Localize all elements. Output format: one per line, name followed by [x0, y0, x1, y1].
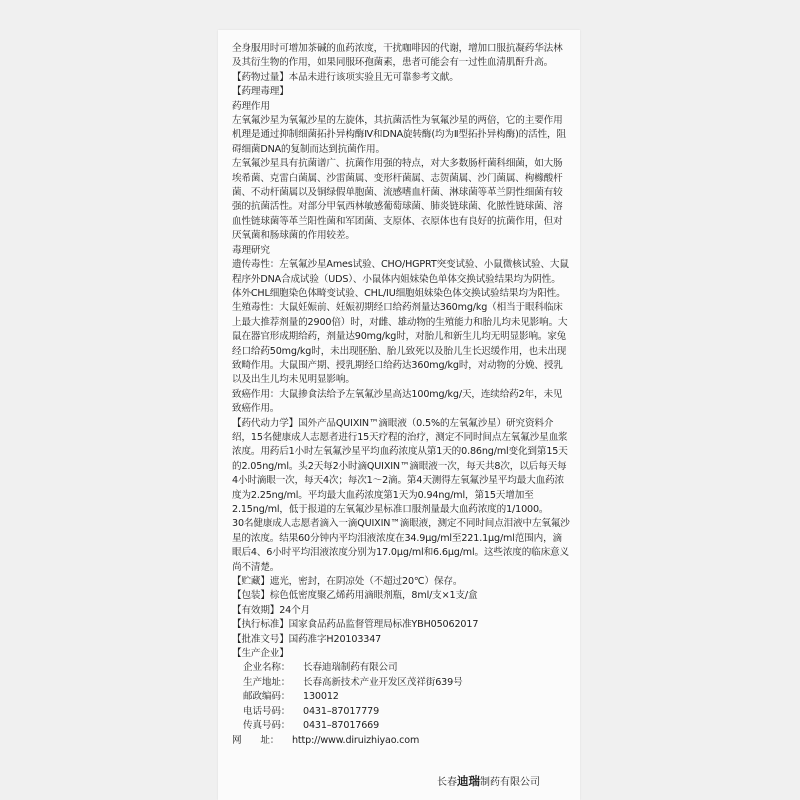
pharmacology-paragraph-2: 左氧氟沙星具有抗菌谱广、抗菌作用强的特点，对大多数肠杆菌科细菌，如大肠埃希菌、克雷白菌属、沙雷菌属、变形杆菌属、志贺菌属、沙门菌属、枸橼酸杆菌、不动杆菌属以及铜绿假单胞菌、流感嗜血杆菌、淋球菌等革兰阴性细菌有较强的抗菌活性。对部分甲氧西林敏感葡萄球菌、肺炎链球菌、化脓性链球菌、溶血性链球菌等革兰阳性菌和军团菌、支原体、衣原体也有良好的抗菌作用，但对厌氧菌和肠球菌的作用较差。 — [232, 158, 563, 242]
enterprise-name-row: 企业名称： 长春迪瑞制药有限公司 — [243, 662, 398, 674]
website-link[interactable]: http://www.diruizhiyao.com — [292, 734, 420, 746]
postcode-row: 邮政编码： 130012 — [243, 691, 339, 703]
leaflet-text — [232, 42, 570, 748]
toxicology-title: 毒理研究 — [232, 244, 270, 256]
reproductive-toxicity-paragraph: 生殖毒性：大鼠妊娠前、妊娠初期经口给药剂量达360mg/kg（相当于眼科临床上最大推荐剂量的2900倍）时，对雌、雄动物的生殖能力和胎儿均未见影响。大鼠在器官形成期给药，剂量达90mg/kg时，对胎儿和新生儿均无明显影响。家兔经口给药50mg/kg时，未出现胚胎、胎儿致死以及胎儿生长迟缓作用，也未出现致畸作用。大鼠围产期、授乳期经口给药达360mg/kg时，对动物的分娩、授乳以及出生儿均未见明显影响。 — [232, 302, 568, 386]
carcinogenicity-paragraph: 致癌作用：大鼠掺食法给予左氧氟沙星高达100mg/kg/天，连续给药2年，未见致癌作用。 — [232, 388, 563, 415]
website-row: 网 址： http://www.diruizhiyao.com — [232, 734, 420, 746]
interaction-text: 全身服用时可增加茶碱的血药浓度，干扰咖啡因的代谢，增加口服抗凝药华法林及其衍生物的作用，如果同服环孢菌素，患者可能会有一过性血清肌酐升高。 — [232, 43, 563, 69]
company-footer: 长春迪瑞制药有限公司 — [437, 774, 540, 788]
approval-section: 【批准文号】国药准字H20103347 — [232, 633, 382, 645]
pharmacokinetics-paragraph-1: 【药代动力学】国外产品QUIXIN™滴眼液（0.5%的左氧氟沙星）研究资料介绍，15名健康成人志愿者进行15天疗程的治疗，测定不同时间点左氧氟沙星血浆浓度。用药后1小时左氧氟沙星平均血药浓度从第1天的0.86ng/ml变化到第15天的2.05ng/ml。头2天每2小时滴QUIXIN™滴眼液一次，每天共8次，以后每天每4小时滴眼一次，每天4次；每次1～2滴。第4天测得左氧氟沙星平均最大血药浓度为2.25ng/ml。平均最大血药浓度第1天为0.94ng/ml，第15天增加至2.15ng/ml，低于报道的左氧氟沙星标准口服剂量最大血药浓度的1/1000。 — [232, 417, 568, 515]
manufacturer-header: 【生产企业】 — [232, 648, 289, 660]
pharmacology-title: 药理作用 — [232, 100, 270, 112]
leaflet-page — [218, 30, 580, 800]
brand-name: 迪瑞 — [457, 774, 480, 788]
address-row: 生产地址： 长春高新技术产业开发区茂祥街639号 — [243, 676, 463, 688]
overdose-section: 【药物过量】本品未进行该项实验且无可靠参考文献。 — [232, 71, 459, 83]
standard-section: 【执行标准】国家食品药品监督管理局标准YBH05062017 — [232, 619, 479, 631]
fax-row: 传真号码： 0431–87017669 — [243, 720, 380, 732]
genotoxicity-paragraph: 遗传毒性：左氧氟沙星Ames试验、CHO/HGPRT突变试验、小鼠微核试验、大鼠程序外DNA合成试验（UDS）、小鼠体内姐妹染色单体交换试验结果均为阴性。体外CHL细胞染色体畸变试验、CHL/IU细胞姐妹染色体交换试验结果均为阳性。 — [232, 259, 569, 299]
phone-row: 电话号码： 0431–87017779 — [243, 705, 380, 717]
manufacturer-info — [232, 661, 570, 747]
validity-section: 【有效期】24个月 — [232, 604, 311, 616]
pharmacokinetics-paragraph-2: 30名健康成人志愿者滴入一滴QUIXIN™滴眼液，测定不同时间点泪液中左氧氟沙星的浓度。结果60分钟内平均泪液浓度在34.9μg/ml至221.1μg/ml范围内，滴眼后4、6小时平均泪液浓度分别为17.0μg/ml和6.6μg/ml。这些浓度的临床意义尚不清楚。 — [232, 518, 570, 573]
pharmacology-paragraph-1: 左氧氟沙星为氧氟沙星的左旋体，其抗菌活性为氧氟沙星的两倍，它的主要作用机理是通过抑制细菌拓扑异构酶Ⅳ和DNA旋转酶(均为Ⅱ型拓扑异构酶)的活性，阻碍细菌DNA的复制而达到抗菌作用。 — [232, 115, 566, 155]
pharmacology-toxicology-header: 【药理毒理】 — [232, 86, 289, 98]
package-section: 【包装】棕色低密度聚乙烯药用滴眼剂瓶，8ml/支×1支/盒 — [232, 590, 478, 602]
storage-section: 【贮藏】遮光，密封，在阴凉处（不超过20℃）保存。 — [232, 576, 463, 588]
